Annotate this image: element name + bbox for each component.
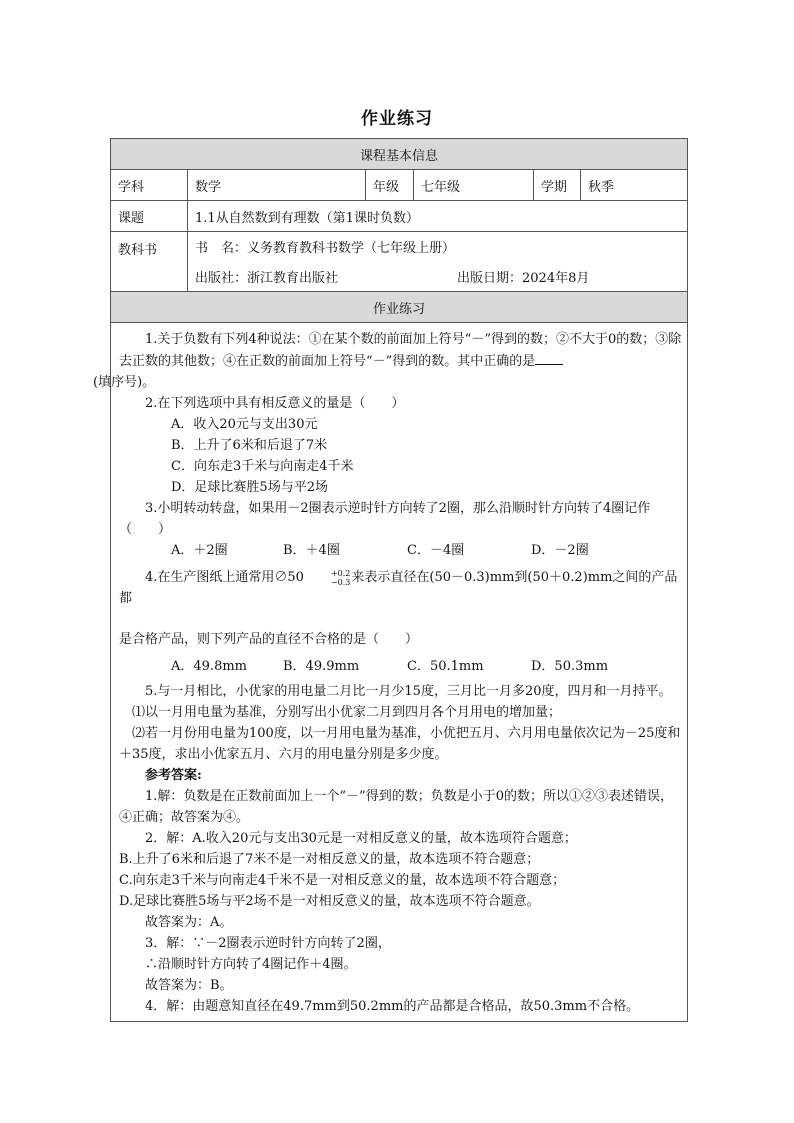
q4-option-c: C．50.1mm	[407, 659, 484, 674]
course-info-header: 课程基本信息	[111, 139, 688, 170]
answer-2-c: C.向东走3千米与向南走4千米不是一对相反意义的量，故本选项不符合题意；	[119, 873, 566, 888]
tolerance: +0.2 −0.3	[330, 568, 351, 587]
topic-value: 1.1从自然数到有理数（第1课时负数）	[188, 201, 688, 232]
q4-option-a: A．49.8mm	[171, 659, 247, 674]
q4-option-b: B．49.9mm	[283, 659, 360, 674]
worksheet-table	[93, 138, 688, 1022]
exercise-content	[93, 323, 688, 1022]
answer-3-b: ∴沿顺时针方向转了4圈记作＋4圈。	[145, 957, 357, 972]
q3-options	[119, 540, 682, 561]
q3-option-d: D．－2圈	[531, 543, 589, 558]
question-4-cont: 是合格产品，则下列产品的直径不合格的是（ ）	[119, 632, 419, 647]
publisher: 出版社：浙江教育出版社	[195, 270, 339, 286]
q2-option-c: C．向东走3千米与向南走4千米	[171, 459, 354, 474]
publication-date: 出版日期：2024年8月	[457, 270, 590, 286]
question-2: 2.在下列选项中具有相反意义的量是（ ）	[145, 396, 405, 411]
question-5-part-1: ⑴以一月用电量为基准，分别写出小优家二月到四月各个月用电的增加量；	[132, 705, 562, 720]
question-4: 4.在生产图纸上通常用∅50 +0.2 −0.3 来表示直径在(50－0.3)mm到(50＋0.2)mm之间的产品都	[119, 568, 678, 606]
question-5: 5.与一月相比，小优家的用电量二月比一月少15度，三月比一月多20度，四月和一月持平。	[145, 684, 672, 699]
topic-label: 课题	[111, 201, 188, 232]
answer-3: 3．解：∵－2圈表示逆时针方向转了2圈，	[145, 936, 391, 951]
q2-option-b: B．上升了6米和后退了7米	[171, 438, 328, 453]
answer-2-d: D.足球比赛胜5场与平2场不是一对相反意义的量，故本选项不符合题意。	[119, 894, 540, 909]
subject-value: 数学	[188, 170, 366, 201]
subject-label: 学科	[111, 170, 188, 201]
answers-title: 参考答案:	[145, 768, 202, 783]
question-1: 1.关于负数有下列4种说法：①在某个数的前面加上符号“－”得到的数；②不大于0的数；③除去正数的其他数；④在正数的前面加上符号“－”得到的数。其中正确的是 (填序号)。	[93, 332, 682, 390]
answer-2-result: 故答案为：A。	[145, 915, 233, 930]
book-name: 书 名：义务教育教科书数学（七年级上册）	[188, 232, 688, 262]
grade-value: 七年级	[414, 170, 534, 201]
textbook-label: 教科书	[111, 232, 188, 292]
term-value: 秋季	[581, 170, 688, 201]
answer-2: 2．解：A.收入20元与支出30元是一对相反意义的量，故本选项符合题意；	[145, 831, 577, 846]
publisher-row	[188, 262, 688, 292]
answer-1: 1.解：负数是在正数前面加上一个“－”得到的数；负数是小于0的数；所以①②③表述错误，④正确；故答案为④。	[119, 789, 673, 825]
q2-option-a: A．收入20元与支出30元	[171, 417, 318, 432]
q4-option-d: D．50.3mm	[531, 659, 609, 674]
question-3: 3.小明转动转盘，如果用－2圈表示逆时针方向转了2圈，那么沿顺时针方向转了4圈记作（ ）	[119, 501, 651, 537]
answer-blank	[535, 350, 563, 365]
question-5-part-2: ⑵若一月份用电量为100度，以一月用电量为基准，小优把五月、六月用电量依次记为－25度和＋35度，求出小优家五月、六月的用电量分别是多少度。	[119, 726, 681, 762]
term-label: 学期	[534, 170, 581, 201]
q4-options	[119, 656, 682, 677]
q3-option-c: C．－4圈	[407, 543, 465, 558]
answer-4: 4．解：由题意知直径在49.7mm到50.2mm的产品都是合格品，故50.3mm不合格。	[145, 999, 640, 1014]
exercise-header: 作业练习	[111, 292, 688, 323]
q2-option-d: D．足球比赛胜5场与平2场	[171, 480, 328, 495]
q3-option-a: A．＋2圈	[171, 543, 228, 558]
answer-3-result: 故答案为：B。	[145, 978, 233, 993]
answer-2-b: B.上升了6米和后退了7米不是一对相反意义的量，故本选项不符合题意；	[119, 852, 540, 867]
grade-label: 年级	[366, 170, 414, 201]
page-title: 作业练习	[361, 109, 433, 129]
q3-option-b: B．＋4圈	[283, 543, 340, 558]
